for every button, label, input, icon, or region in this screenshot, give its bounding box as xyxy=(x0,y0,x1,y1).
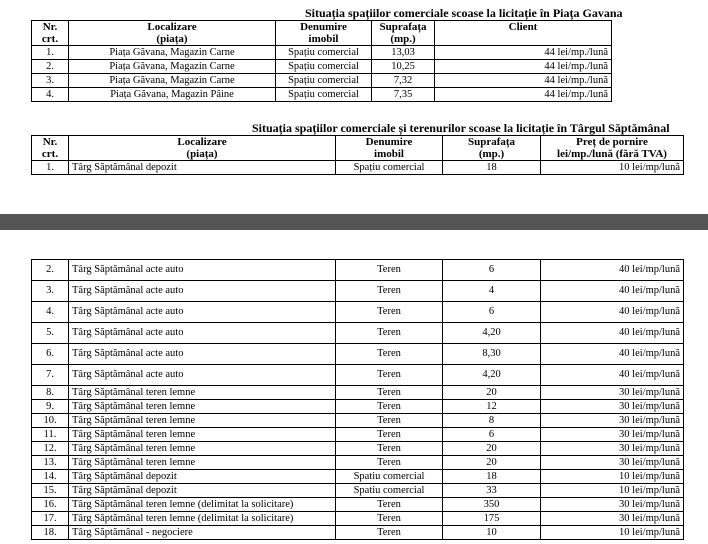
cell-sup: 6 xyxy=(443,428,541,442)
table1-body xyxy=(32,46,612,102)
table-row xyxy=(32,74,612,88)
cell-sup: 7,32 xyxy=(372,74,435,88)
cell-nr: 18. xyxy=(32,526,69,540)
cell-den: Spațiu comercial xyxy=(276,88,372,102)
table2-title: Situația spațiilor comerciale și terenurilor scoase la licitație în Târgul Săptămânal xyxy=(252,121,670,135)
cell-nr: 14. xyxy=(32,470,69,484)
cell-sup: 7,35 xyxy=(372,88,435,102)
cell-loc: Târg Săptămânal teren lemne xyxy=(69,442,336,456)
header-nr: Nr. crt. xyxy=(32,136,69,161)
table-row xyxy=(32,161,684,175)
cell-den: Teren xyxy=(336,414,443,428)
cell-loc: Târg Săptămânal - negociere xyxy=(69,526,336,540)
cell-nr: 3. xyxy=(32,74,69,88)
cell-loc: Târg Săptămânal teren lemne (delimitat la solicitare) xyxy=(69,498,336,512)
cell-den: Teren xyxy=(336,344,443,365)
cell-sup: 350 xyxy=(443,498,541,512)
cell-nr: 8. xyxy=(32,386,69,400)
cell-nr: 2. xyxy=(32,260,69,281)
cell-sup: 6 xyxy=(443,302,541,323)
cell-pret: 10 lei/mp/lună xyxy=(541,526,684,540)
cell-pret: 40 lei/mp/lună xyxy=(541,281,684,302)
cell-den: Spațiu comercial xyxy=(336,161,443,175)
table2-body xyxy=(32,161,684,175)
cell-pret: 30 lei/mp/lună xyxy=(541,512,684,526)
cell-nr: 5. xyxy=(32,323,69,344)
cell-nr: 11. xyxy=(32,428,69,442)
cell-client: 44 lei/mp./lună xyxy=(435,46,612,60)
targ-saptamanal-table-continued xyxy=(31,259,684,540)
cell-sup: 20 xyxy=(443,456,541,470)
cell-den: Teren xyxy=(336,302,443,323)
cell-nr: 1. xyxy=(32,161,69,175)
cell-loc: Târg Săptămânal acte auto xyxy=(69,365,336,386)
cell-sup: 8 xyxy=(443,414,541,428)
cell-nr: 15. xyxy=(32,484,69,498)
cell-pret: 30 lei/mp/lună xyxy=(541,386,684,400)
cell-den: Spațiu comercial xyxy=(276,74,372,88)
table-row xyxy=(32,498,684,512)
header-nr: Nr. crt. xyxy=(32,21,69,46)
cell-loc: Piața Găvana, Magazin Carne xyxy=(69,60,276,74)
cell-den: Teren xyxy=(336,456,443,470)
cell-client: 44 lei/mp./lună xyxy=(435,88,612,102)
cell-pret: 30 lei/mp/lună xyxy=(541,498,684,512)
cell-den: Teren xyxy=(336,498,443,512)
table-row xyxy=(32,281,684,302)
table-row xyxy=(32,60,612,74)
piata-gavana-table xyxy=(31,20,612,102)
cell-loc: Târg Săptămânal acte auto xyxy=(69,344,336,365)
table-row xyxy=(32,470,684,484)
table-row xyxy=(32,442,684,456)
cell-sup: 10 xyxy=(443,526,541,540)
cell-pret: 10 lei/mp/lună xyxy=(541,161,684,175)
cell-nr: 7. xyxy=(32,365,69,386)
cell-den: Teren xyxy=(336,386,443,400)
cell-sup: 12 xyxy=(443,400,541,414)
cell-sup: 18 xyxy=(443,161,541,175)
table-row xyxy=(32,260,684,281)
cell-nr: 1. xyxy=(32,46,69,60)
cell-nr: 12. xyxy=(32,442,69,456)
cell-pret: 10 lei/mp/lună xyxy=(541,470,684,484)
table-row xyxy=(32,344,684,365)
table2-header-row xyxy=(32,136,684,161)
cell-pret: 30 lei/mp/lună xyxy=(541,400,684,414)
cell-sup: 4,20 xyxy=(443,323,541,344)
cell-sup: 18 xyxy=(443,470,541,484)
cell-loc: Târg Săptămânal teren lemne (delimitat la solicitare) xyxy=(69,512,336,526)
cell-pret: 40 lei/mp/lună xyxy=(541,302,684,323)
cell-loc: Târg Săptămânal teren lemne xyxy=(69,386,336,400)
table-row xyxy=(32,414,684,428)
cell-loc: Târg Săptămânal depozit xyxy=(69,484,336,498)
cell-sup: 4,20 xyxy=(443,365,541,386)
cell-nr: 17. xyxy=(32,512,69,526)
cell-pret: 30 lei/mp/lună xyxy=(541,456,684,470)
cell-den: Teren xyxy=(336,400,443,414)
table1-header-row xyxy=(32,21,612,46)
header-localizare: Localizare (piața) xyxy=(69,21,276,46)
cell-pret: 10 lei/mp/lună xyxy=(541,484,684,498)
cell-den: Teren xyxy=(336,526,443,540)
cell-den: Teren xyxy=(336,281,443,302)
table-row xyxy=(32,428,684,442)
header-suprafata: Suprafața (mp.) xyxy=(372,21,435,46)
cell-nr: 16. xyxy=(32,498,69,512)
header-client: Client xyxy=(435,21,612,46)
cell-sup: 6 xyxy=(443,260,541,281)
table-row xyxy=(32,88,612,102)
cell-loc: Târg Săptămânal depozit xyxy=(69,161,336,175)
header-suprafata: Suprafața (mp.) xyxy=(443,136,541,161)
cell-den: Teren xyxy=(336,428,443,442)
cell-loc: Târg Săptămânal depozit xyxy=(69,470,336,484)
cell-den: Spatiu comercial xyxy=(336,470,443,484)
cell-sup: 13,03 xyxy=(372,46,435,60)
cell-nr: 6. xyxy=(32,344,69,365)
cell-loc: Piața Găvana, Magazin Carne xyxy=(69,74,276,88)
cell-den: Teren xyxy=(336,260,443,281)
cell-pret: 40 lei/mp/lună xyxy=(541,365,684,386)
table-row xyxy=(32,456,684,470)
table-row xyxy=(32,386,684,400)
table-row xyxy=(32,323,684,344)
cell-loc: Târg Săptămânal teren lemne xyxy=(69,456,336,470)
header-pret: Preț de pornire lei/mp./lună (fără TVA) xyxy=(541,136,684,161)
table-row xyxy=(32,484,684,498)
cell-loc: Târg Săptămânal acte auto xyxy=(69,260,336,281)
cell-pret: 40 lei/mp/lună xyxy=(541,344,684,365)
table-row xyxy=(32,512,684,526)
cell-den: Teren xyxy=(336,323,443,344)
cell-den: Spatiu comercial xyxy=(336,484,443,498)
cell-nr: 9. xyxy=(32,400,69,414)
table-row xyxy=(32,302,684,323)
cell-den: Teren xyxy=(336,365,443,386)
cell-loc: Târg Săptămânal acte auto xyxy=(69,323,336,344)
cell-pret: 40 lei/mp/lună xyxy=(541,323,684,344)
cell-nr: 4. xyxy=(32,88,69,102)
cell-loc: Târg Săptămânal teren lemne xyxy=(69,400,336,414)
header-localizare: Localizare (piața) xyxy=(69,136,336,161)
cell-loc: Târg Săptămânal teren lemne xyxy=(69,428,336,442)
cell-pret: 30 lei/mp/lună xyxy=(541,442,684,456)
table-row xyxy=(32,46,612,60)
cell-sup: 10,25 xyxy=(372,60,435,74)
cell-sup: 4 xyxy=(443,281,541,302)
cell-pret: 30 lei/mp/lună xyxy=(541,414,684,428)
cell-loc: Piața Găvana, Magazin Carne xyxy=(69,46,276,60)
cell-sup: 175 xyxy=(443,512,541,526)
cell-den: Spațiu comercial xyxy=(276,60,372,74)
cell-sup: 8,30 xyxy=(443,344,541,365)
table-row xyxy=(32,526,684,540)
table-row xyxy=(32,400,684,414)
cell-nr: 13. xyxy=(32,456,69,470)
header-denumire: Denumire imobil xyxy=(276,21,372,46)
cell-client: 44 lei/mp./lună xyxy=(435,74,612,88)
cell-loc: Târg Săptămânal acte auto xyxy=(69,302,336,323)
cell-den: Teren xyxy=(336,512,443,526)
cell-nr: 10. xyxy=(32,414,69,428)
table3-body xyxy=(32,260,684,540)
page-break-divider xyxy=(0,214,708,230)
cell-den: Spațiu comercial xyxy=(276,46,372,60)
cell-nr: 3. xyxy=(32,281,69,302)
cell-den: Teren xyxy=(336,442,443,456)
targ-saptamanal-table xyxy=(31,135,684,175)
cell-client: 44 lei/mp./lună xyxy=(435,60,612,74)
cell-loc: Târg Săptămânal acte auto xyxy=(69,281,336,302)
cell-loc: Târg Săptămânal teren lemne xyxy=(69,414,336,428)
cell-loc: Piața Găvana, Magazin Pâine xyxy=(69,88,276,102)
table-row xyxy=(32,365,684,386)
cell-nr: 4. xyxy=(32,302,69,323)
table1-title: Situația spațiilor comerciale scoase la licitație în Piața Gavana xyxy=(305,6,623,20)
cell-sup: 33 xyxy=(443,484,541,498)
header-denumire: Denumire imobil xyxy=(336,136,443,161)
cell-sup: 20 xyxy=(443,442,541,456)
cell-nr: 2. xyxy=(32,60,69,74)
cell-sup: 20 xyxy=(443,386,541,400)
cell-pret: 30 lei/mp/lună xyxy=(541,428,684,442)
cell-pret: 40 lei/mp/lună xyxy=(541,260,684,281)
